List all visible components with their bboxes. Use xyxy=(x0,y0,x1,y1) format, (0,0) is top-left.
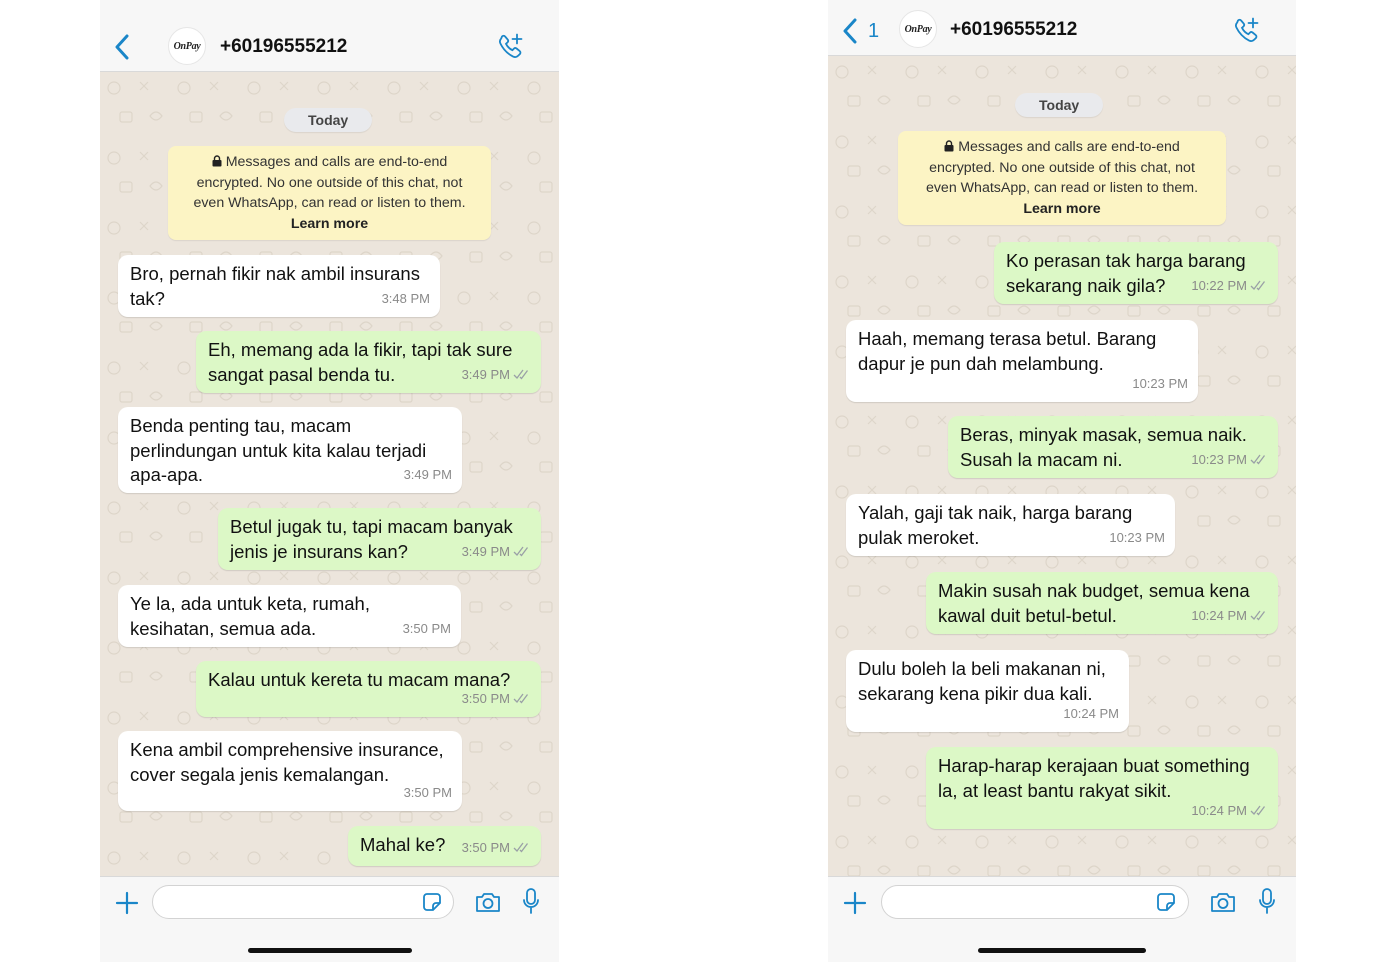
message-outgoing[interactable] xyxy=(218,508,541,570)
contact-name[interactable]: +60196555212 xyxy=(950,19,1078,40)
encryption-text-1: Messages and calls are end-to-end xyxy=(958,139,1180,155)
message-text: Betul jugak tu, tapi macam banyak jenis je insurans kan? xyxy=(230,516,513,562)
message-outgoing[interactable] xyxy=(926,747,1278,829)
message-meta xyxy=(404,463,452,488)
message-meta xyxy=(462,540,531,565)
input-bar xyxy=(828,876,1296,962)
message-text: Ko perasan tak harga barang sekarang naik gila? xyxy=(1006,250,1246,296)
add-call-icon[interactable] xyxy=(498,33,524,59)
home-indicator[interactable] xyxy=(248,948,412,953)
contact-name[interactable]: +60196555212 xyxy=(220,36,348,57)
learn-more-link[interactable]: Learn more xyxy=(1023,200,1101,217)
message-outgoing[interactable] xyxy=(948,416,1278,478)
encryption-text-3: even WhatsApp, can read or listen to them. xyxy=(925,180,1199,196)
unread-count: 1 xyxy=(868,19,880,42)
message-time: 10:22 PM xyxy=(1191,277,1247,293)
chat-screen-right xyxy=(828,0,1296,962)
encryption-line-1 xyxy=(178,152,481,173)
message-text: Eh, memang ada la fikir, tapi tak sure sangat pasal benda tu. xyxy=(208,339,513,385)
message-input[interactable] xyxy=(881,885,1189,919)
double-check-icon xyxy=(1250,610,1268,621)
message-meta xyxy=(382,287,430,312)
chat-area[interactable] xyxy=(100,72,559,876)
message-incoming[interactable] xyxy=(118,731,462,811)
message-incoming[interactable] xyxy=(846,494,1175,556)
double-check-icon xyxy=(1250,280,1268,291)
encryption-text-2: encrypted. No one outside of this chat, not xyxy=(196,174,463,191)
avatar-logo: OnPay xyxy=(173,40,201,52)
sticker-icon[interactable] xyxy=(1155,891,1177,913)
message-time: 10:24 PM xyxy=(1063,705,1119,721)
chat-area[interactable] xyxy=(828,56,1296,876)
message-outgoing[interactable] xyxy=(196,331,541,393)
message-time: 3:50 PM xyxy=(461,839,510,855)
message-meta xyxy=(1132,372,1188,397)
message-text: Kena ambil comprehensive insurance, cover segala jenis kemalangan. xyxy=(130,739,444,785)
message-text: Haah, memang terasa betul. Barang dapur je pun dah melambung. xyxy=(858,328,1157,374)
encryption-notice[interactable] xyxy=(168,146,491,240)
message-time: 10:23 PM xyxy=(1132,375,1188,391)
chat-screen-left xyxy=(100,0,559,962)
double-check-icon xyxy=(1250,805,1268,816)
message-meta xyxy=(403,617,451,642)
message-text: Harap-harap kerajaan buat something la, at least bantu rakyat sikit. xyxy=(938,755,1250,801)
chat-header xyxy=(828,0,1296,56)
encryption-text-3: even WhatsApp, can read or listen to them. xyxy=(193,195,466,211)
encryption-notice[interactable] xyxy=(898,131,1226,225)
message-meta xyxy=(1191,448,1268,473)
message-time: 3:50 PM xyxy=(402,620,451,636)
date-pill: Today xyxy=(1015,93,1103,117)
plus-icon[interactable] xyxy=(843,891,867,915)
message-text: Dulu boleh la beli makanan ni, sekarang kena pikir dua kali. xyxy=(858,658,1106,704)
message-time: 3:49 PM xyxy=(403,466,452,482)
plus-icon[interactable] xyxy=(115,891,139,915)
message-meta xyxy=(1191,799,1268,824)
message-text: Kalau untuk kereta tu macam mana? xyxy=(208,669,511,690)
message-incoming[interactable] xyxy=(118,585,461,647)
message-input[interactable] xyxy=(152,885,454,919)
message-time: 3:50 PM xyxy=(403,784,452,800)
date-pill: Today xyxy=(284,108,372,132)
double-check-icon xyxy=(513,369,531,380)
lock-icon xyxy=(212,155,222,167)
message-incoming[interactable] xyxy=(846,320,1198,402)
message-time: 3:49 PM xyxy=(461,543,510,559)
message-outgoing[interactable] xyxy=(348,826,541,866)
double-check-icon xyxy=(513,546,531,557)
encryption-text-2: encrypted. No one outside of this chat, not xyxy=(929,159,1195,176)
message-meta xyxy=(1063,702,1119,727)
message-time: 10:23 PM xyxy=(1191,451,1247,467)
avatar[interactable] xyxy=(168,27,206,65)
message-incoming[interactable] xyxy=(118,407,462,493)
message-text: Ye la, ada untuk keta, rumah, kesihatan, semua ada. xyxy=(130,593,370,639)
message-time: 10:24 PM xyxy=(1191,802,1247,818)
message-outgoing[interactable] xyxy=(926,572,1278,634)
back-button[interactable] xyxy=(842,18,879,44)
double-check-icon xyxy=(513,842,531,853)
message-incoming[interactable] xyxy=(118,255,440,317)
message-meta xyxy=(462,687,531,712)
microphone-icon[interactable] xyxy=(1258,888,1276,916)
double-check-icon xyxy=(513,693,531,704)
chat-header xyxy=(100,0,559,72)
message-incoming[interactable] xyxy=(846,650,1129,732)
message-meta xyxy=(462,363,531,388)
back-button[interactable] xyxy=(114,34,130,60)
message-time: 10:23 PM xyxy=(1109,529,1165,545)
message-meta xyxy=(404,781,452,806)
message-meta xyxy=(1191,274,1268,299)
camera-icon[interactable] xyxy=(474,890,502,914)
avatar-logo: OnPay xyxy=(904,23,932,35)
home-indicator[interactable] xyxy=(978,948,1146,953)
input-bar xyxy=(100,876,559,962)
lock-icon xyxy=(944,140,954,152)
encryption-text-1: Messages and calls are end-to-end xyxy=(225,154,448,170)
message-text: Beras, minyak masak, semua naik. Susah la macam ni. xyxy=(960,424,1247,470)
message-text: Yalah, gaji tak naik, harga barang pulak meroket. xyxy=(858,502,1133,548)
encryption-line-1 xyxy=(908,137,1216,158)
microphone-icon[interactable] xyxy=(522,888,540,916)
message-meta xyxy=(1191,604,1268,629)
message-meta xyxy=(462,836,531,861)
message-time: 10:24 PM xyxy=(1191,607,1247,623)
message-text: Mahal ke? xyxy=(360,834,446,855)
sticker-icon[interactable] xyxy=(421,891,443,913)
message-meta xyxy=(1109,526,1165,551)
message-text: Makin susah nak budget, semua kena kawal duit betul-betul. xyxy=(938,580,1250,626)
add-call-icon[interactable] xyxy=(1234,17,1260,43)
message-text: Benda penting tau, macam perlindungan untuk kita kalau terjadi apa-apa. xyxy=(130,415,427,485)
message-outgoing[interactable] xyxy=(196,661,541,717)
chevron-left-icon xyxy=(114,34,130,60)
message-text: Bro, pernah fikir nak ambil insurans tak? xyxy=(130,263,420,309)
message-time: 3:48 PM xyxy=(381,290,430,306)
avatar[interactable] xyxy=(899,10,937,48)
message-time: 3:50 PM xyxy=(461,690,510,706)
double-check-icon xyxy=(1250,454,1268,465)
learn-more-link[interactable]: Learn more xyxy=(290,215,369,232)
chevron-left-icon xyxy=(842,18,858,44)
message-outgoing[interactable] xyxy=(994,242,1278,304)
message-time: 3:49 PM xyxy=(461,366,510,382)
camera-icon[interactable] xyxy=(1209,890,1237,914)
